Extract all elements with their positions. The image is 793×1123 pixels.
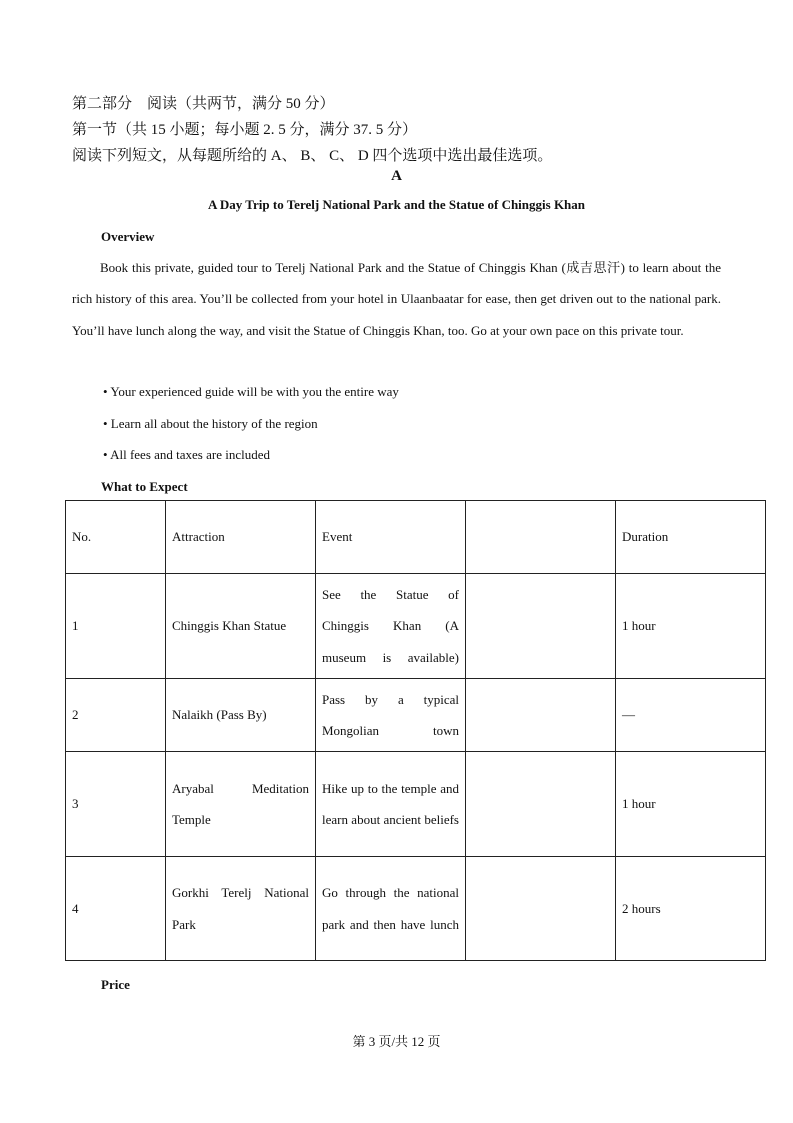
price-heading: Price	[101, 977, 130, 992]
table-row	[66, 679, 766, 752]
cell-attraction: Nalaikh (Pass By)	[166, 679, 316, 752]
section-header-subsection: 第一节（共 15 小题；每小题 2. 5 分，满分 37. 5 分）	[72, 122, 418, 138]
header-event: Event	[316, 501, 466, 574]
passage-letter: A	[391, 168, 402, 184]
cell-attraction: Gorkhi Terelj National Park	[166, 857, 316, 961]
passage-title: A Day Trip to Terelj National Park and the Statue of Chinggis Khan	[207, 197, 586, 212]
cell-attraction: Chinggis Khan Statue	[166, 574, 316, 679]
cell-no: 1	[66, 574, 166, 679]
table-row	[66, 574, 766, 679]
cell-duration: 1 hour	[616, 752, 766, 857]
cell-blank	[466, 679, 616, 752]
bullet-item: • Learn all about the history of the region	[103, 416, 318, 431]
overview-heading: Overview	[101, 229, 155, 244]
header-attraction: Attraction	[166, 501, 316, 574]
section-header-part: 第二部分 阅读（共两节，满分 50 分）	[72, 96, 335, 112]
instruction-text: 阅读下列短文，从每题所给的 A、 B、 C、 D 四个选项中选出最佳选项。	[72, 148, 553, 164]
header-blank	[466, 501, 616, 574]
cell-duration: 2 hours	[616, 857, 766, 961]
table-row	[66, 752, 766, 857]
overview-paragraph: Book this private, guided tour to Terelj National Park and the Statue of Chinggis Khan (成吉思汗) to learn about the rich history of this area. You’ll be collected from your hotel in Ulaanbaatar for ease, then get driven out to the national park. You’ll have lunch along the way, and visit the Statue of Chinggis Khan, too. Go at your own pace on this private tour.	[72, 260, 721, 338]
cell-event: Go through the national park and then have lunch	[316, 857, 466, 961]
itinerary-table	[65, 500, 766, 961]
cell-no: 3	[66, 752, 166, 857]
cell-no: 4	[66, 857, 166, 961]
header-duration: Duration	[616, 501, 766, 574]
cell-duration: —	[616, 679, 766, 752]
cell-no: 2	[66, 679, 166, 752]
what-to-expect-heading: What to Expect	[101, 479, 188, 494]
cell-duration: 1 hour	[616, 574, 766, 679]
bullet-item: • All fees and taxes are included	[103, 447, 270, 462]
cell-blank	[466, 574, 616, 679]
cell-blank	[466, 857, 616, 961]
page-number-footer: 第 3 页/共 12 页	[352, 1034, 441, 1049]
cell-event: Pass by a typical Mongolian town	[316, 679, 466, 752]
cell-attraction: Aryabal Meditation Temple	[166, 752, 316, 857]
cell-event: See the Statue of Chinggis Khan (A museum is available)	[316, 574, 466, 679]
header-no: No.	[66, 501, 166, 574]
cell-event: Hike up to the temple and learn about ancient beliefs	[316, 752, 466, 857]
cell-blank	[466, 752, 616, 857]
table-header-row	[66, 501, 766, 574]
table-row	[66, 857, 766, 961]
bullet-item: • Your experienced guide will be with you the entire way	[103, 384, 399, 399]
